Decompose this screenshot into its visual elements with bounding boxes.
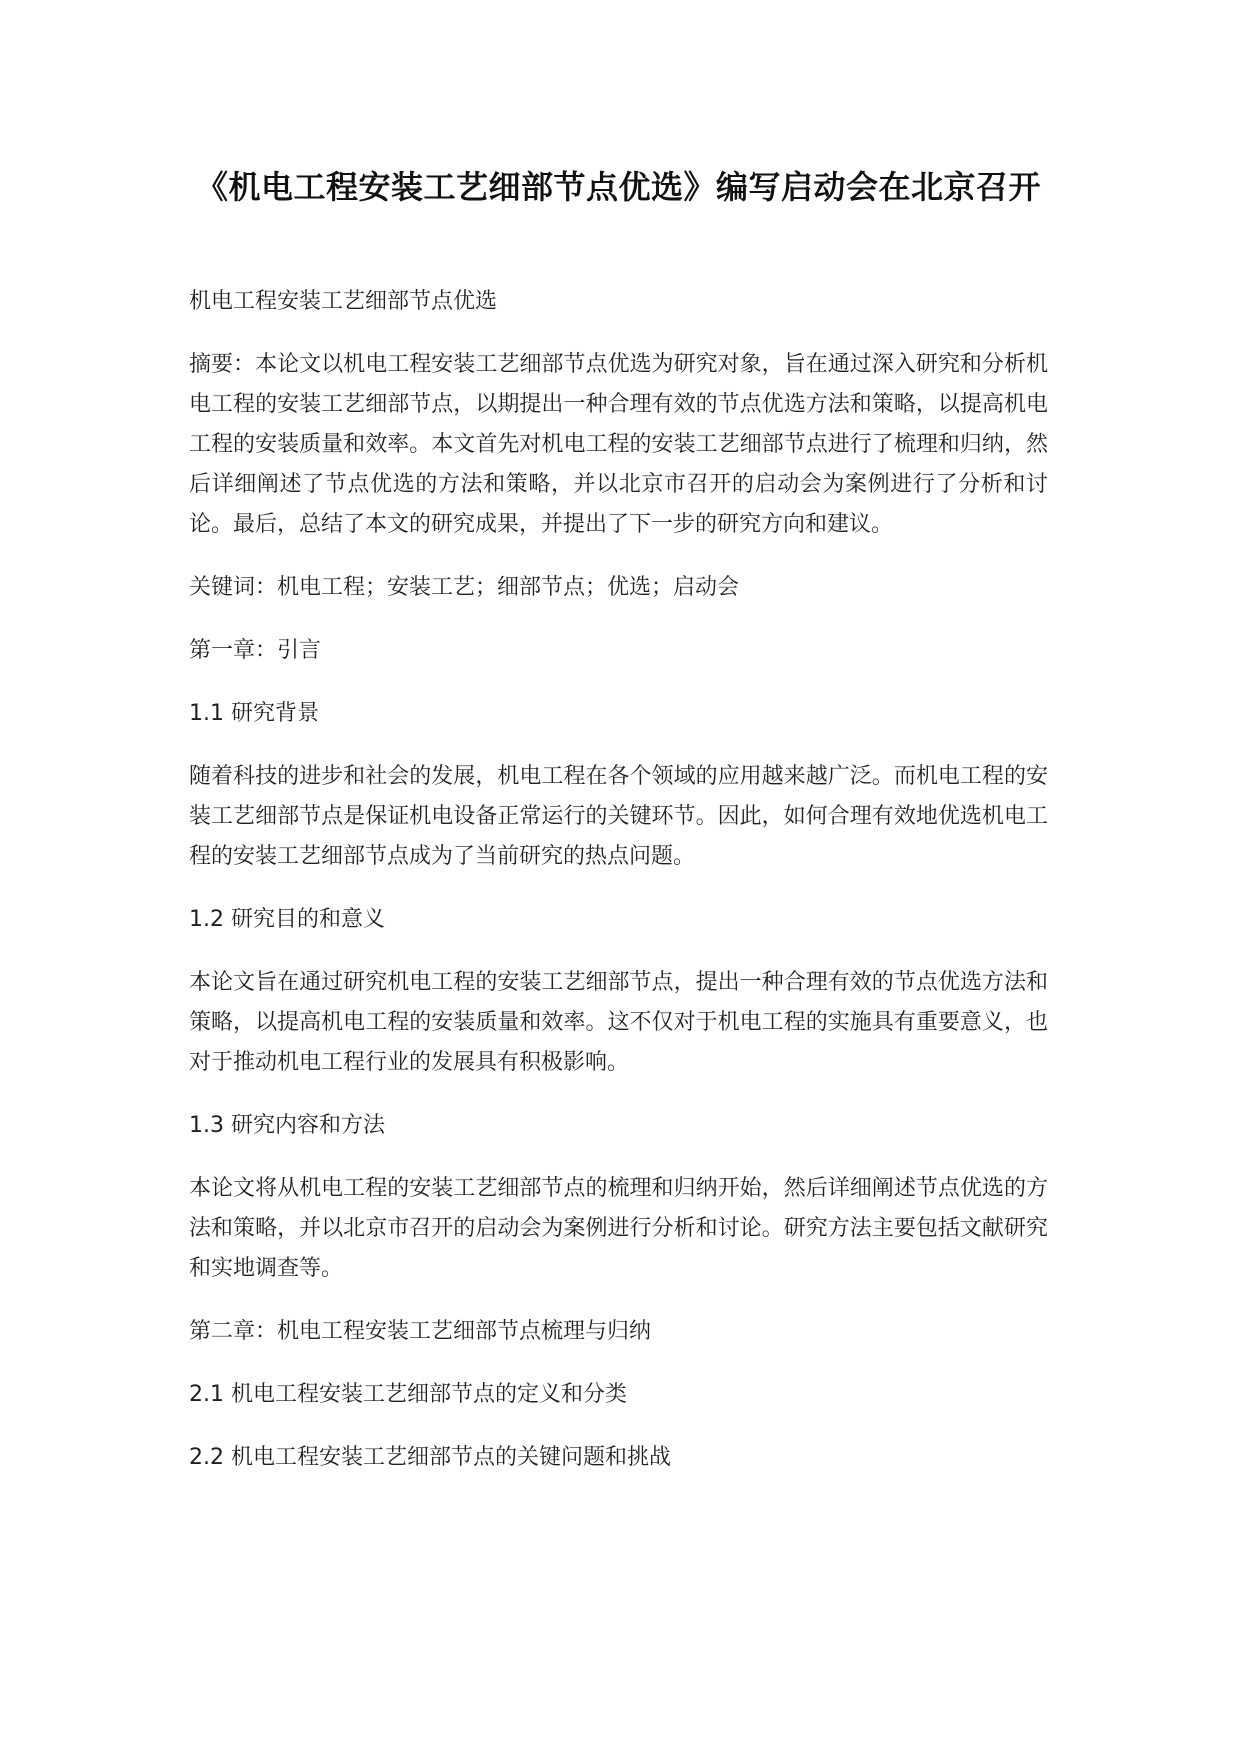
section-1-1-heading: 1.1 研究背景 bbox=[189, 701, 319, 726]
section-1-2-heading: 1.2 研究目的和意义 bbox=[189, 907, 385, 932]
keywords-line: 关键词：机电工程；安装工艺；细部节点；优选；启动会 bbox=[189, 575, 740, 600]
chapter-2-heading: 第二章：机电工程安装工艺细部节点梳理与归纳 bbox=[189, 1319, 652, 1344]
section-2-1-heading: 2.1 机电工程安装工艺细部节点的定义和分类 bbox=[189, 1382, 627, 1407]
section-1-3-heading: 1.3 研究内容和方法 bbox=[189, 1113, 385, 1138]
section-1-1-text: 随着科技的进步和社会的发展，机电工程在各个领域的应用越来越广泛。而机电工程的安装工艺细部节点是保证机电设备正常运行的关键环节。因此，如何合理有效地优选机电工程的安装工艺细部节点成为了当前研究的热点问题。 bbox=[189, 764, 1048, 869]
section-2-2-heading: 2.2 机电工程安装工艺细部节点的关键问题和挑战 bbox=[189, 1445, 671, 1470]
document-title: 《机电工程安装工艺细部节点优选》编写启动会在北京召开 bbox=[195, 168, 1041, 206]
document-subtitle: 机电工程安装工艺细部节点优选 bbox=[189, 289, 498, 314]
section-1-3-text: 本论文将从机电工程的安装工艺细部节点的梳理和归纳开始，然后详细阐述节点优选的方法和策略，并以北京市召开的启动会为案例进行分析和讨论。研究方法主要包括文献研究和实地调查等。 bbox=[189, 1176, 1048, 1281]
section-1-2-text: 本论文旨在通过研究机电工程的安装工艺细部节点，提出一种合理有效的节点优选方法和策略，以提高机电工程的安装质量和效率。这不仅对于机电工程的实施具有重要意义，也对于推动机电工程行业的发展具有积极影响。 bbox=[189, 970, 1048, 1075]
chapter-1-heading: 第一章：引言 bbox=[189, 638, 322, 663]
abstract-paragraph: 摘要：本论文以机电工程安装工艺细部节点优选为研究对象，旨在通过深入研究和分析机电工程的安装工艺细部节点，以期提出一种合理有效的节点优选方法和策略，以提高机电工程的安装质量和效率。本文首先对机电工程的安装工艺细部节点进行了梳理和归纳，然后详细阐述了节点优选的方法和策略，并以北京市召开的启动会为案例进行了分析和讨论。最后，总结了本文的研究成果，并提出了下一步的研究方向和建议。 bbox=[189, 352, 1048, 537]
